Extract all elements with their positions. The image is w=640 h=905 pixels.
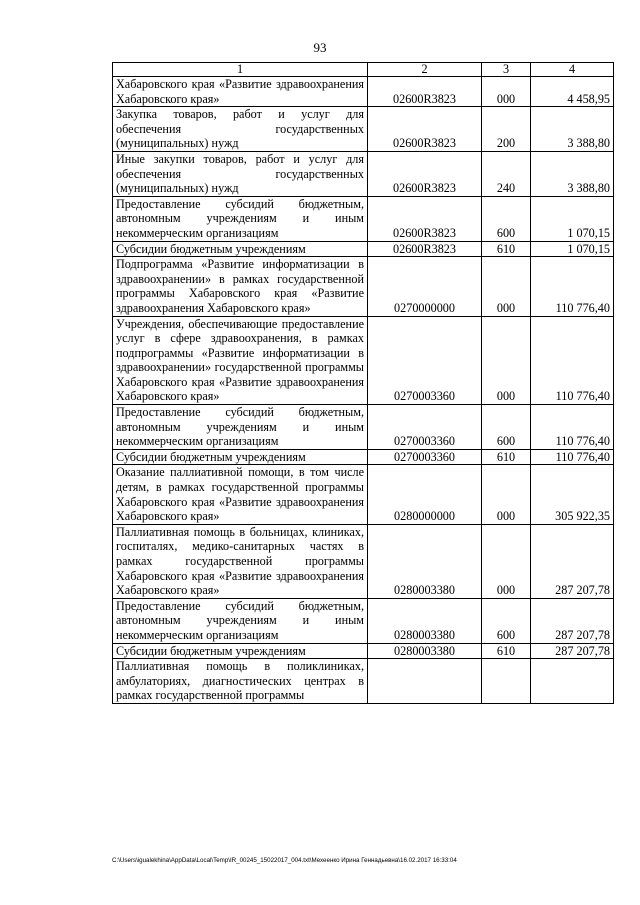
row-type-cell: 000 <box>482 257 531 316</box>
row-amount-cell: 1 070,15 <box>531 196 614 241</box>
row-name-cell: Учреждения, обеспечивающие предоставление услуг в сфере здравоохранения, в рамках подпрограммы «Развитие информатизации в здравоохранении» государственной программы Хабаровского края «Развитие здравоохранения Хабаровского края» <box>113 316 368 405</box>
header-col-3: 3 <box>482 63 531 77</box>
row-name-cell: Субсидии бюджетным учреждениям <box>113 241 368 257</box>
table-row <box>113 257 614 316</box>
table-row <box>113 77 614 107</box>
table-row <box>113 196 614 241</box>
row-code-cell: 02600R3823 <box>368 241 482 257</box>
row-type-cell <box>482 659 531 704</box>
table-row <box>113 449 614 465</box>
document-footer-path: C:\Users\igualekhina\AppData\Local\Temp\IR_00245_15022017_004.txt\Мехеенко Ирина Геннадьевна\16.02.2017 16:33:04 <box>112 857 457 864</box>
row-code-cell: 0270003360 <box>368 449 482 465</box>
row-code-cell: 02600R3823 <box>368 196 482 241</box>
budget-table <box>112 62 614 704</box>
row-code-cell: 0280003380 <box>368 598 482 643</box>
row-code-cell: 0280003380 <box>368 524 482 598</box>
row-name-cell: Субсидии бюджетным учреждениям <box>113 449 368 465</box>
row-type-cell: 600 <box>482 598 531 643</box>
row-type-cell: 600 <box>482 405 531 450</box>
row-name-cell: Оказание паллиативной помощи, в том числе детям, в рамках государственной программы Хабаровского края «Развитие здравоохранения Хабаровского края» <box>113 465 368 524</box>
row-type-cell: 610 <box>482 449 531 465</box>
row-amount-cell: 3 388,80 <box>531 151 614 196</box>
row-name-cell: Паллиативная помощь в больницах, клиниках, госпиталях, медико-санитарных частях в рамках государственной программы Хабаровского края «Развитие здравоохранения Хабаровского края» <box>113 524 368 598</box>
row-amount-cell: 4 458,95 <box>531 77 614 107</box>
row-name-cell: Паллиативная помощь в поликлиниках, амбулаториях, диагностических центрах в рамках государственной программы <box>113 659 368 704</box>
table-row <box>113 241 614 257</box>
row-code-cell: 0270003360 <box>368 405 482 450</box>
row-name-cell: Предоставление субсидий бюджетным, автономным учреждениям и иным некоммерческим организациям <box>113 598 368 643</box>
row-code-cell: 0270003360 <box>368 316 482 405</box>
row-amount-cell: 3 388,80 <box>531 107 614 152</box>
row-type-cell: 600 <box>482 196 531 241</box>
table-row <box>113 151 614 196</box>
row-name-cell: Подпрограмма «Развитие информатизации в здравоохранении» в рамках государственной программы Хабаровского края «Развитие здравоохранения Хабаровского края» <box>113 257 368 316</box>
row-name-cell: Хабаровского края «Развитие здравоохранения Хабаровского края» <box>113 77 368 107</box>
row-name-cell: Предоставление субсидий бюджетным, автономным учреждениям и иным некоммерческим организациям <box>113 405 368 450</box>
row-code-cell: 0280000000 <box>368 465 482 524</box>
page-number: 93 <box>313 40 327 55</box>
table-row <box>113 465 614 524</box>
row-amount-cell: 110 776,40 <box>531 449 614 465</box>
row-type-cell: 200 <box>482 107 531 152</box>
row-amount-cell: 305 922,35 <box>531 465 614 524</box>
row-type-cell: 000 <box>482 465 531 524</box>
table-row <box>113 598 614 643</box>
row-type-cell: 000 <box>482 524 531 598</box>
table-row <box>113 643 614 659</box>
row-code-cell: 0270000000 <box>368 257 482 316</box>
table-row <box>113 107 614 152</box>
header-col-1: 1 <box>113 63 368 77</box>
row-amount-cell: 287 207,78 <box>531 598 614 643</box>
row-code-cell: 02600R3823 <box>368 107 482 152</box>
row-amount-cell: 1 070,15 <box>531 241 614 257</box>
row-type-cell: 000 <box>482 77 531 107</box>
row-type-cell: 610 <box>482 643 531 659</box>
table-row <box>113 316 614 405</box>
row-type-cell: 000 <box>482 316 531 405</box>
row-name-cell: Иные закупки товаров, работ и услуг для обеспечения государственных (муниципальных) нужд <box>113 151 368 196</box>
row-amount-cell: 287 207,78 <box>531 643 614 659</box>
row-amount-cell: 110 776,40 <box>531 257 614 316</box>
row-amount-cell: 110 776,40 <box>531 405 614 450</box>
row-type-cell: 240 <box>482 151 531 196</box>
header-col-2: 2 <box>368 63 482 77</box>
row-code-cell: 02600R3823 <box>368 151 482 196</box>
table-header-row <box>113 63 614 77</box>
table-row <box>113 405 614 450</box>
row-type-cell: 610 <box>482 241 531 257</box>
row-amount-cell <box>531 659 614 704</box>
header-col-4: 4 <box>531 63 614 77</box>
table-row <box>113 659 614 704</box>
row-code-cell <box>368 659 482 704</box>
row-amount-cell: 287 207,78 <box>531 524 614 598</box>
table-body <box>113 77 614 704</box>
row-code-cell: 02600R3823 <box>368 77 482 107</box>
row-name-cell: Закупка товаров, работ и услуг для обеспечения государственных (муниципальных) нужд <box>113 107 368 152</box>
row-name-cell: Субсидии бюджетным учреждениям <box>113 643 368 659</box>
row-amount-cell: 110 776,40 <box>531 316 614 405</box>
row-name-cell: Предоставление субсидий бюджетным, автономным учреждениям и иным некоммерческим организациям <box>113 196 368 241</box>
row-code-cell: 0280003380 <box>368 643 482 659</box>
table-row <box>113 524 614 598</box>
